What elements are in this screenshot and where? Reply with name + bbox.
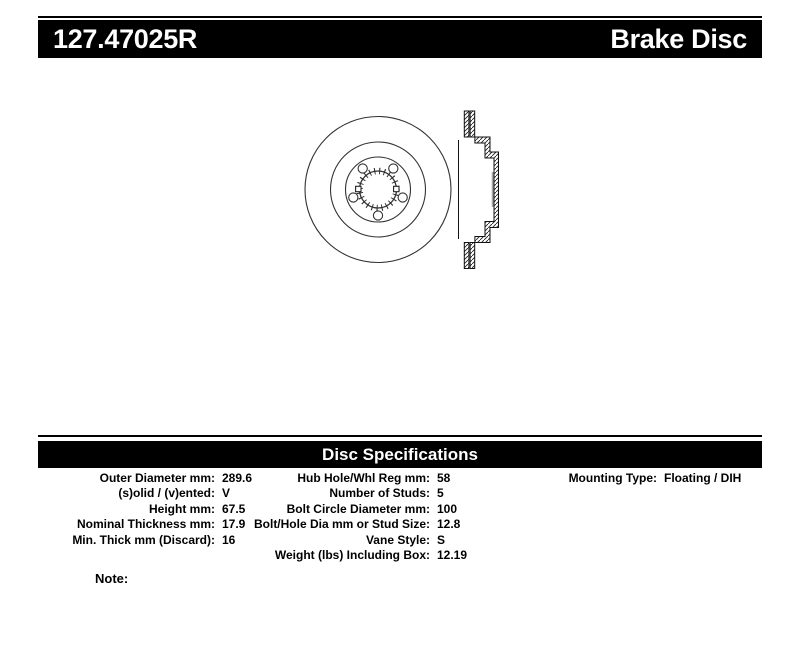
spec-label: Number of Studs:: [329, 486, 430, 501]
spec-title: Disc Specifications: [322, 444, 478, 464]
spec-label: Bolt/Hole Dia mm or Stud Size:: [253, 517, 430, 532]
spec-row: [218, 533, 467, 548]
spec-row: [218, 471, 467, 486]
brake-disc-side-cross-section: [459, 111, 499, 269]
spec-row: [218, 548, 467, 563]
spec-value: V: [222, 486, 231, 501]
spec-value: 12.19: [437, 547, 468, 562]
spec-row: [218, 486, 467, 501]
brake-disc-front-view: [305, 117, 451, 263]
product-title: Brake Disc: [610, 23, 747, 54]
outer-diameter-circle: [305, 117, 451, 263]
friction-plate-section: [470, 243, 475, 269]
friction-plate-section: [470, 111, 475, 137]
technical-drawing: [280, 95, 520, 295]
spec-title-bar: [38, 441, 762, 468]
spec-label: (s)olid / (v)ented:: [118, 486, 215, 501]
note-label: Note:: [95, 571, 129, 586]
balance-mark: [394, 186, 399, 191]
spec-row: [218, 517, 467, 532]
spec-label: Mounting Type:: [568, 471, 657, 485]
stud-hole: [349, 193, 358, 202]
spec-value: 5: [437, 486, 444, 501]
header-bar: [38, 20, 762, 58]
top-rule-line: [38, 16, 762, 18]
hat-edge-circle: [331, 142, 426, 237]
spec-rule-line: [38, 435, 762, 437]
spec-label: Weight (lbs) Including Box:: [274, 547, 430, 562]
spec-row: [218, 502, 467, 517]
spec-value: 12.8: [437, 517, 461, 532]
spec-value: Floating / DIH: [664, 471, 742, 485]
spec-label: Height mm:: [149, 501, 215, 516]
friction-plate-section: [464, 111, 469, 137]
spec-row: [537, 471, 741, 486]
stud-hole: [389, 164, 398, 173]
spec-label: Bolt Circle Diameter mm:: [286, 501, 430, 516]
friction-plate-section: [464, 243, 469, 269]
spec-label: Vane Style:: [365, 532, 430, 547]
spec-value: 17.9: [222, 517, 246, 532]
stud-hole: [358, 164, 367, 173]
spec-label: Hub Hole/Whl Reg mm:: [297, 471, 430, 485]
stud-hole: [373, 211, 382, 220]
spec-value: 100: [437, 501, 458, 516]
hub-hole-circle: [360, 171, 397, 208]
balance-mark: [356, 186, 361, 191]
spec-label: Min. Thick mm (Discard):: [72, 532, 215, 547]
hat-section-band: [475, 137, 499, 243]
spec-value: 58: [437, 471, 451, 485]
spec-value: 67.5: [222, 501, 246, 516]
spec-column-right: [537, 471, 741, 486]
spec-column-middle: [218, 471, 467, 563]
spec-value: 289.6: [222, 471, 253, 485]
part-number: 127.47025R: [53, 23, 198, 54]
spec-value: S: [437, 532, 446, 547]
stud-hole: [398, 193, 407, 202]
spec-value: 16: [222, 532, 236, 547]
spec-label: Nominal Thickness mm:: [76, 517, 215, 532]
spec-label: Outer Diameter mm:: [99, 471, 215, 485]
